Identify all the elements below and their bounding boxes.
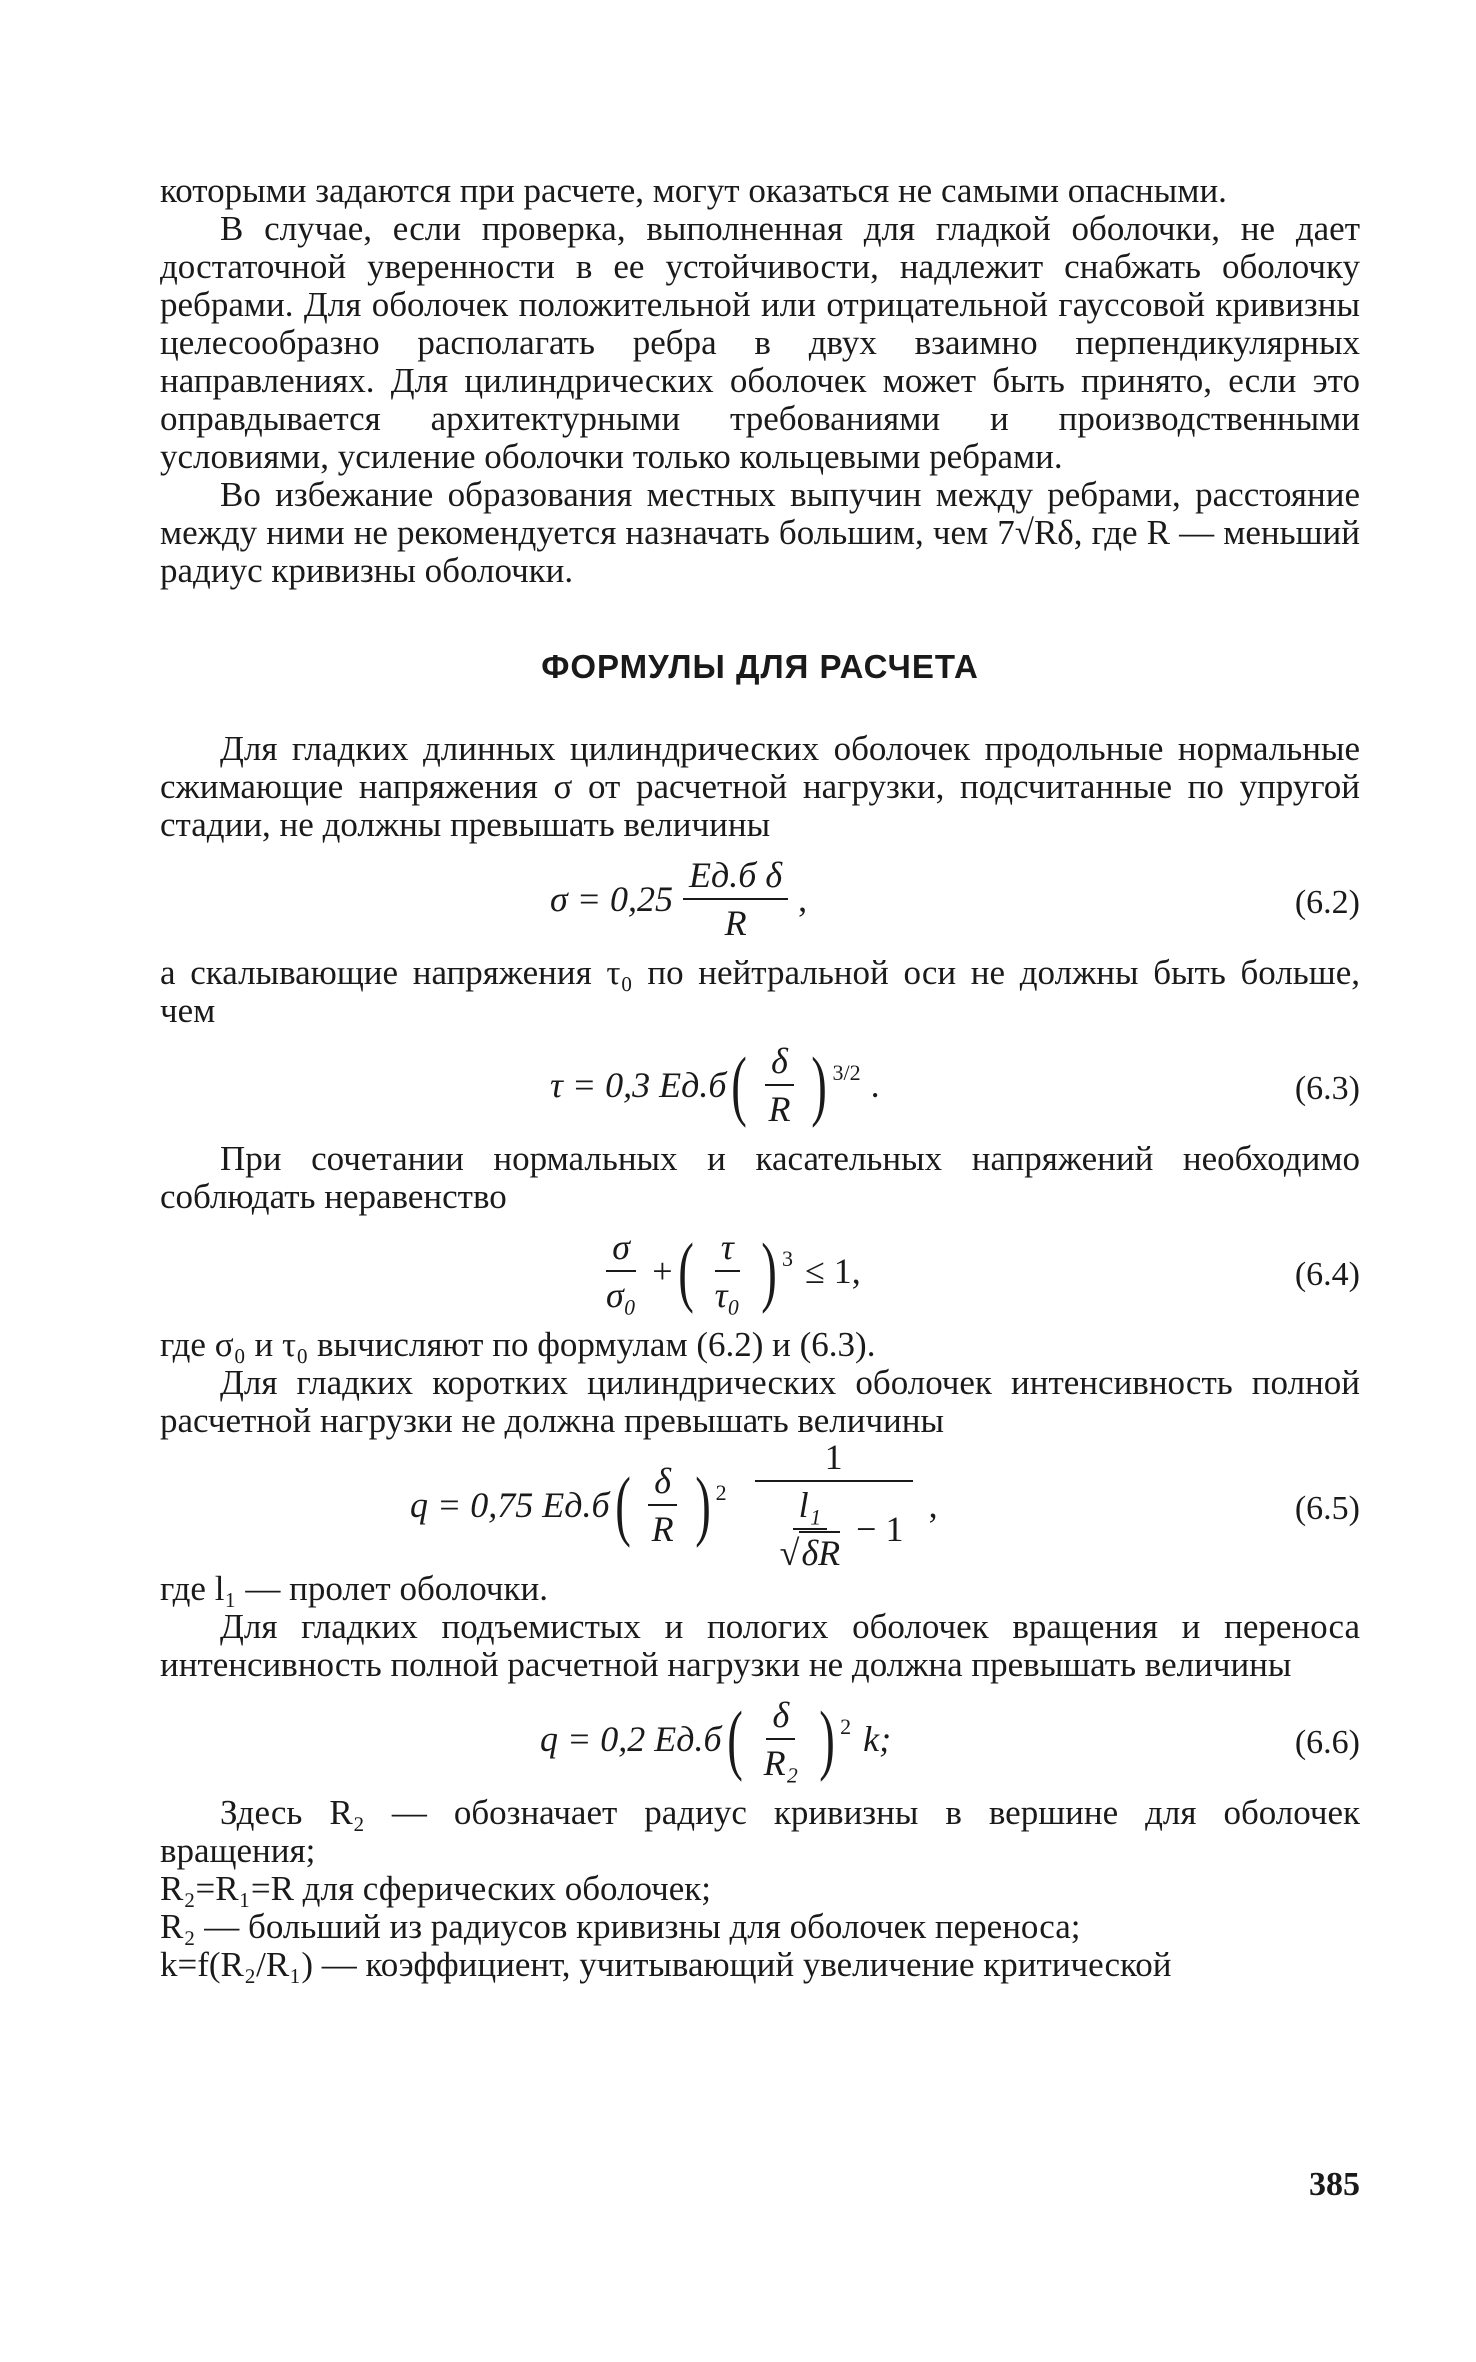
formula-number-6-6: (6.6) — [1294, 1724, 1360, 1761]
formula-6-5-inner-numerator: l₁ — [793, 1484, 828, 1530]
paragraph-r2-definition: Здесь R₂ — обозначает радиус кривизны в вершине для оболочек вращения; — [160, 1793, 1360, 1870]
formula-6-5-lhs: q = 0,75 Eд.б — [410, 1485, 610, 1525]
formula-6-6-exponent: 2 — [840, 1714, 852, 1739]
formula-6-5-big-denominator — [758, 1482, 910, 1574]
paragraph-rotation-shells: Для гладких подъемистых и пологих оболочек вращения и переноса интенсивность полной расчетной нагрузки не должна превышать величины — [160, 1607, 1360, 1684]
formula-6-3-exponent: 3/2 — [832, 1060, 861, 1085]
formula-6-6-tail: k; — [863, 1719, 892, 1759]
formula-6-5-exponent: 2 — [715, 1480, 727, 1505]
formula-number-6-5: (6.5) — [1294, 1490, 1360, 1527]
formula-6-4-den-tau: τ₀ — [714, 1275, 740, 1315]
formula-6-4-den-sigma: σ₀ — [606, 1275, 637, 1315]
formula-6-4-num-sigma: σ — [606, 1226, 636, 1272]
formula-6-5-minus: − 1 — [856, 1509, 904, 1549]
formula-6-5 — [160, 1437, 1360, 1573]
formula-6-6 — [160, 1684, 1360, 1794]
right-paren-icon: ) — [761, 1227, 777, 1314]
formula-6-5-denominator: R — [651, 1509, 674, 1549]
formula-6-2-denominator: R — [724, 903, 747, 943]
formula-6-2 — [160, 844, 1360, 954]
formula-number-6-3: (6.3) — [1294, 1070, 1360, 1107]
formula-number-6-2: (6.2) — [1294, 884, 1360, 921]
formula-6-4-num-tau: τ — [715, 1226, 740, 1272]
formula-6-6-fraction — [758, 1694, 805, 1784]
formula-6-5-inner-fraction — [774, 1484, 847, 1574]
section-heading: ФОРМУЛЫ ДЛЯ РАСЧЕТА — [541, 648, 979, 685]
formula-6-4-fraction-sigma — [600, 1226, 642, 1316]
sqrt-radicand: δR — [801, 1533, 841, 1573]
formula-6-6-lhs: q = 0,2 Eд.б — [540, 1719, 722, 1759]
formula-6-5-big-fraction — [755, 1436, 913, 1574]
left-paren-icon: ( — [614, 1461, 631, 1548]
formula-6-2-tail: , — [798, 879, 808, 919]
paragraph-ribs: В случае, если проверка, выполненная для гладкой оболочки, не дает достаточной уверенности в ее устойчивости, надлежит снабжать оболочку ребрами. Для оболочек положительной или отрицательной гауссовой кривизны целесообразно располагать ребра в двух взаимно перпендикулярных направлениях. Для цилиндрических оболочек может быть принято, если это оправдывается архитектурными требованиями и производственными условиями, усиление оболочки только кольцевыми ребрами. — [160, 209, 1360, 476]
formula-6-3 — [160, 1030, 1360, 1140]
paragraph-rib-spacing: Во избежание образования местных выпучин между ребрами, расстояние между ними не рекомендуется назначать большим, чем 7√Rδ, где R — меньший радиус кривизны оболочки. — [160, 475, 1360, 590]
right-paren-icon: ) — [694, 1461, 711, 1548]
formula-6-3-numerator: δ — [765, 1040, 794, 1086]
page-number: 385 — [1309, 2166, 1360, 2203]
line-coefficient-k: k=f(R₂/R₁) — коэффициент, учитывающий увеличение критической — [160, 1945, 1172, 1984]
formula-6-2-fraction — [683, 854, 788, 944]
formula-6-6-denominator: R₂ — [763, 1743, 799, 1783]
formula-6-4-tail: ≤ 1, — [804, 1251, 861, 1291]
formula-6-3-lhs: τ = 0,3 Eд.б — [550, 1065, 727, 1105]
formula-6-5-inner-denominator: √δR — [779, 1533, 841, 1573]
paragraph-where-l1: где l₁ — пролет оболочки. — [160, 1569, 548, 1608]
formula-6-2-numerator: Eд.б δ — [683, 854, 788, 900]
formula-6-6-numerator: δ — [766, 1694, 795, 1740]
right-paren-icon: ) — [811, 1041, 828, 1128]
formula-6-3-tail: . — [870, 1065, 880, 1105]
page-content — [160, 172, 1360, 1984]
formula-number-6-4: (6.4) — [1294, 1256, 1360, 1293]
paragraph-long-shells: Для гладких длинных цилиндрических оболочек продольные нормальные сжимающие напряжения σ от расчетной нагрузки, подсчитанные по упругой стадии, не должны превышать величины — [160, 729, 1360, 844]
left-paren-icon: ( — [726, 1695, 743, 1782]
paragraph-where-sigma-tau: где σ₀ и τ₀ вычисляют по формулам (6.2) и (6.3). — [160, 1325, 876, 1364]
formula-6-5-numerator: δ — [648, 1460, 677, 1506]
formula-6-4 — [160, 1216, 1360, 1326]
formula-6-5-big-numerator: 1 — [755, 1436, 913, 1482]
paragraph-continuation: которыми задаются при расчете, могут оказаться не самыми опасными. — [160, 171, 1227, 210]
formula-6-4-fraction-tau — [709, 1226, 746, 1316]
paragraph-shear-stress: а скалывающие напряжения τ₀ по нейтральной оси не должны быть больше, чем — [160, 953, 1360, 1030]
formula-6-3-denominator: R — [768, 1089, 791, 1129]
formula-6-3-fraction — [762, 1040, 796, 1130]
line-translation: R₂ — больший из радиусов кривизны для оболочек переноса; — [160, 1907, 1081, 1946]
paragraph-combined-stress: При сочетании нормальных и касательных напряжений необходимо соблюдать неравенство — [160, 1139, 1360, 1216]
right-paren-icon: ) — [819, 1695, 835, 1782]
plus-sign: + — [652, 1251, 673, 1291]
formula-6-2-lhs: σ = 0,25 — [550, 879, 674, 919]
left-paren-icon: ( — [731, 1041, 748, 1128]
line-spherical: R₂=R₁=R для сферических оболочек; — [160, 1869, 711, 1908]
paragraph-short-shells: Для гладких коротких цилиндрических оболочек интенсивность полной расчетной нагрузки не должна превышать величины — [160, 1363, 1360, 1440]
formula-6-5-fraction — [646, 1460, 680, 1550]
formula-6-5-tail: , — [928, 1485, 938, 1525]
left-paren-icon: ( — [677, 1227, 694, 1314]
formula-6-4-exponent: 3 — [781, 1246, 793, 1271]
